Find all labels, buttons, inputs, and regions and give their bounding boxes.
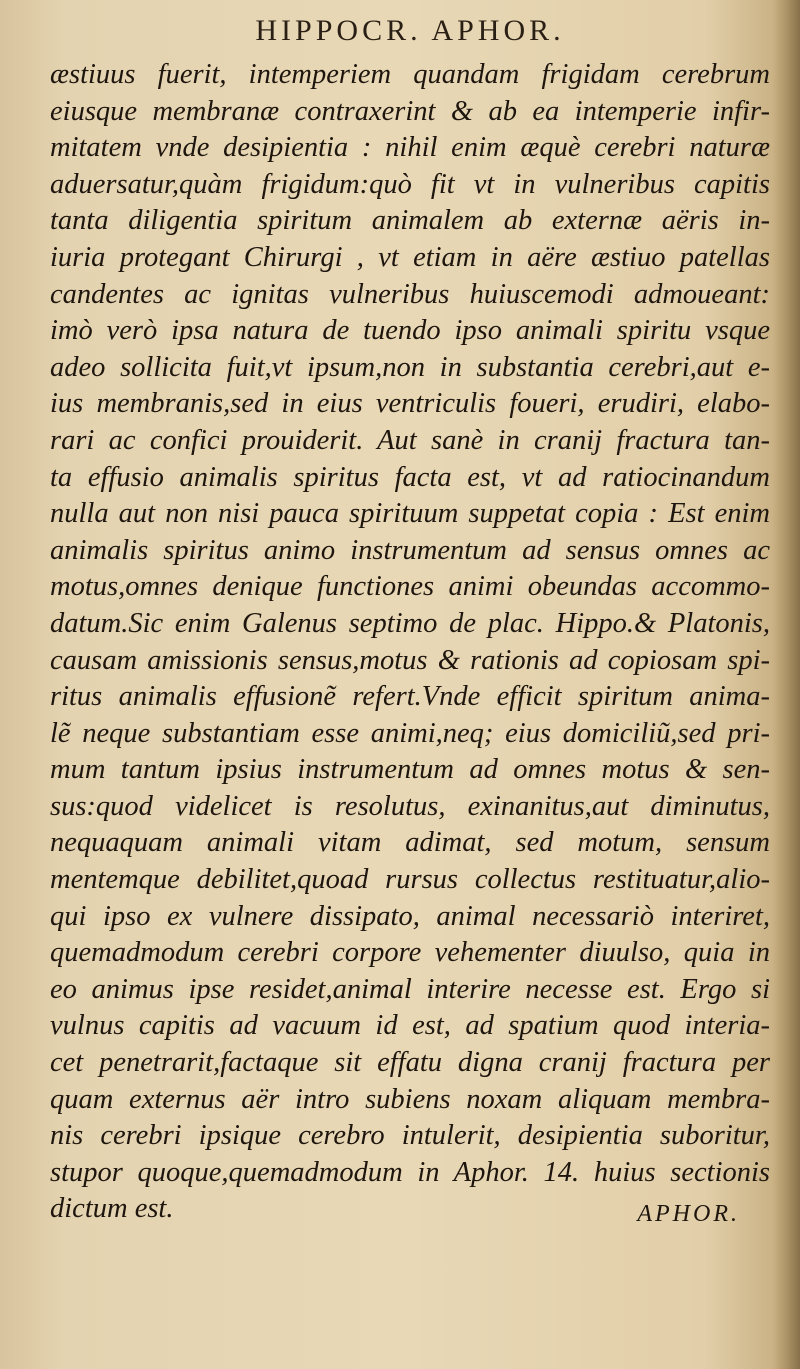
text-line: ritus animalis effusionẽ refert.Vnde efficit spiritum anima- — [50, 681, 770, 713]
text-line: nis cerebri ipsique cerebro intulerit, desipientia suboritur, — [50, 1120, 770, 1152]
text-line: qui ipso ex vulnere dissipato, animal necessariò interiret, — [50, 900, 770, 932]
text-line: mum tantum ipsius instrumentum ad omnes motus & sen- — [50, 754, 770, 786]
text-line: causam amissionis sensus,motus & rationis ad copiosam spi- — [50, 644, 770, 676]
text-line: imò verò ipsa natura de tuendo ipso animali spiritu vsque — [50, 315, 770, 347]
text-line: eiusque membranæ contraxerint & ab ea intemperie infir- — [50, 95, 770, 127]
text-line: stupor quoque,quemadmodum in Aphor. 14. huius sectionis — [50, 1156, 770, 1188]
text-line: mitatem vnde desipientia : nihil enim æquè cerebri naturæ — [50, 132, 770, 164]
text-line: ius membranis,sed in eius ventriculis foueri, erudiri, elabo- — [50, 388, 770, 420]
body-text — [50, 57, 770, 1228]
text-line: animalis spiritus animo instrumentum ad sensus omnes ac — [50, 534, 770, 566]
text-line: eo animus ipse residet,animal interire necesse est. Ergo si — [50, 973, 770, 1005]
text-line: dictum est. — [50, 1193, 174, 1225]
text-line: vulnus capitis ad vacuum id est, ad spatium quod interia- — [50, 1010, 770, 1042]
text-line: lẽ neque substantiam esse animi,neq; eius domiciliũ,sed pri- — [50, 717, 770, 749]
text-line: ta effusio animalis spiritus facta est, vt ad ratiocinandum — [50, 461, 770, 493]
text-line: tanta diligentia spiritum animalem ab externæ aëris in- — [50, 205, 770, 237]
text-line: æstiuus fuerit, intemperiem quandam frigidam cerebrum — [50, 59, 770, 90]
catchword: APHOR. — [637, 1201, 740, 1227]
text-line: rari ac confici prouiderit. Aut sanè in cranij fractura tan- — [50, 424, 770, 456]
page-edge-shadow — [772, 0, 800, 1369]
text-line: nequaquam animali vitam adimat, sed motum, sensum — [50, 827, 770, 859]
text-line: quam externus aër intro subiens noxam aliquam membra- — [50, 1083, 770, 1115]
text-line: nulla aut non nisi pauca spirituum suppetat copia : Est enim — [50, 498, 770, 530]
text-line: iuria protegant Chirurgi , vt etiam in aëre æstiuo patellas — [50, 241, 770, 273]
text-line: aduersatur,quàm frigidum:quò fit vt in vulneribus capitis — [50, 168, 770, 200]
text-line: sus:quod videlicet is resolutus, exinanitus,aut diminutus, — [50, 790, 770, 822]
running-head: HIPPOCR. APHOR. — [255, 14, 565, 47]
text-line: adeo sollicita fuit,vt ipsum,non in substantia cerebri,aut e- — [50, 351, 770, 383]
text-line: cet penetrarit,factaque sit effatu digna cranij fractura per — [50, 1047, 770, 1079]
text-line: datum.Sic enim Galenus septimo de plac. Hippo.& Platonis, — [50, 607, 770, 639]
text-line: quemadmodum cerebri corpore vehementer diuulso, quia in — [50, 937, 770, 969]
text-line: mentemque debilitet,quoad rursus collectus restituatur,alio- — [50, 864, 770, 896]
text-line: candentes ac ignitas vulneribus huiuscemodi admoueant: — [50, 278, 770, 310]
text-line: motus,omnes denique functiones animi obeundas accommo- — [50, 571, 770, 603]
